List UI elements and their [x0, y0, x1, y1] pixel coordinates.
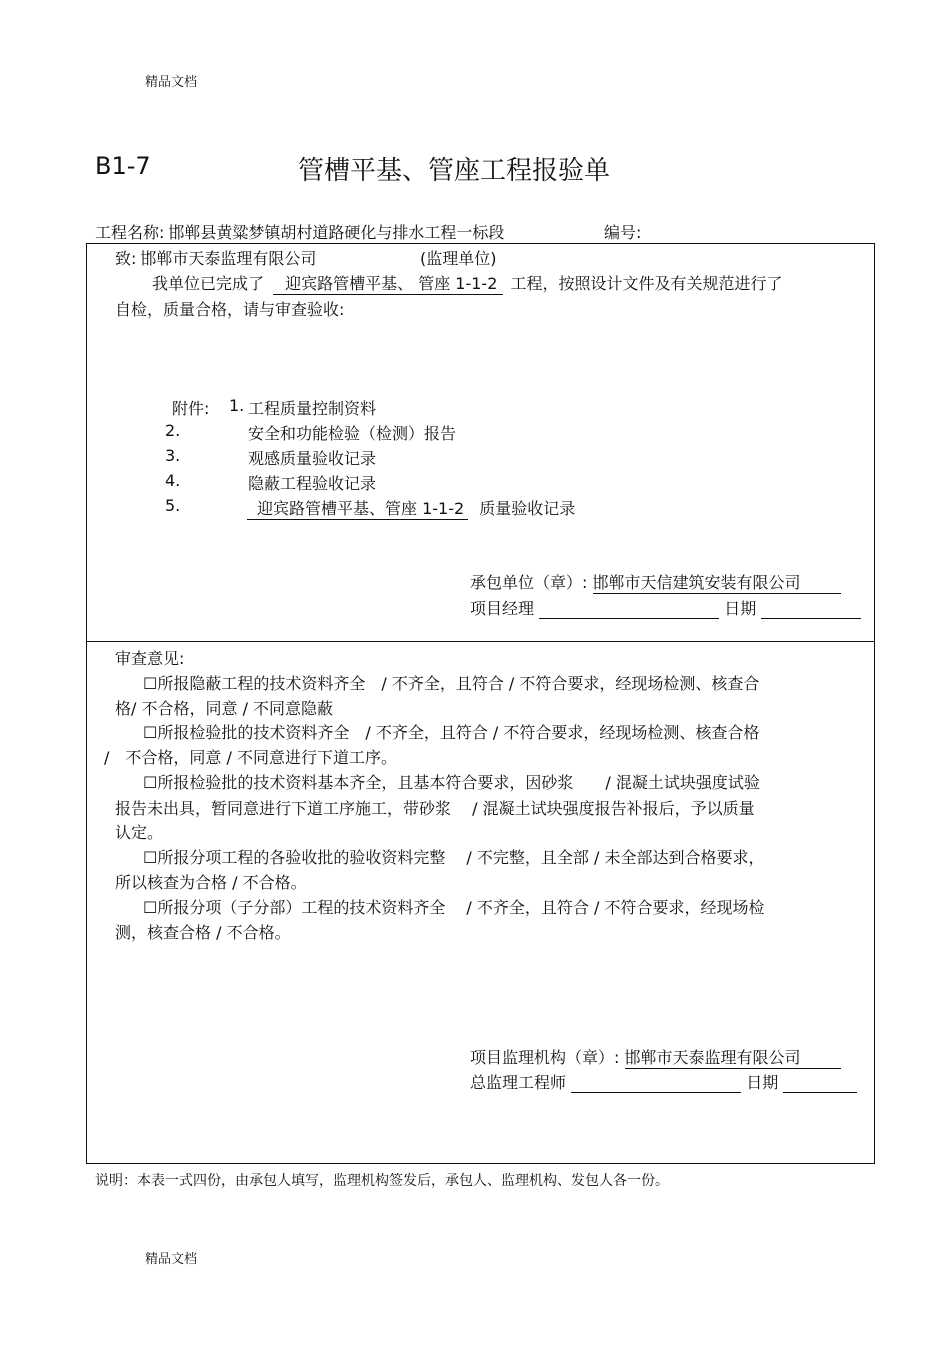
- attachment-text-5: 迎宾路管槽平基、管座 1-1-2: [247, 496, 468, 520]
- chief-signature-line: [571, 1074, 741, 1093]
- attachment-num-2: 2.: [165, 421, 181, 440]
- work-item: 迎宾路管槽平基、 管座 1-1-2: [273, 271, 503, 295]
- pm-row: [470, 596, 861, 619]
- chief-label: 总监理工程师: [470, 1073, 567, 1092]
- header-mark: 精品文档: [145, 75, 198, 90]
- attachment-suffix-5: 质量验收记录: [479, 499, 576, 518]
- contractor-row: [470, 570, 841, 594]
- review-line-2: 格/ 不合格，同意 / 不同意隐蔽: [115, 699, 334, 718]
- attachment-num-3: 3.: [165, 446, 181, 465]
- attachment-num-4: 4.: [165, 471, 181, 490]
- contractor-name: 邯郸市天信建筑安装有限公司: [593, 570, 841, 594]
- review-line-7: 认定。: [115, 823, 164, 842]
- review-line-6: 报告未出具，暂同意进行下道工序施工，带砂浆 / 混凝土试块强度报告补报后，予以质量: [115, 799, 755, 818]
- chief-date-label: 日期: [746, 1073, 779, 1092]
- chief-date-line: [783, 1074, 857, 1093]
- project-label: 工程名称:: [95, 223, 165, 242]
- supervisor-name: 邯郸市天泰监理有限公司: [625, 1045, 841, 1069]
- attachment-label: 附件:: [172, 399, 210, 418]
- pm-signature-line: [539, 600, 719, 619]
- attachment-num-5: 5.: [165, 496, 181, 515]
- to-label: 致:: [115, 249, 137, 268]
- supervisor-label: 项目监理机构（章）:: [470, 1048, 620, 1067]
- addressee-row: [115, 246, 316, 269]
- attachment-text-2: 安全和功能检验（检测）报告: [248, 424, 457, 443]
- attachment-text-3: 观感质量验收记录: [248, 449, 377, 468]
- review-title: 审查意见:: [115, 649, 185, 668]
- attachment-5-row: [247, 496, 575, 520]
- review-line-9: 所以核查为合格 / 不合格。: [115, 873, 307, 892]
- project-name: 邯郸县黄粱梦镇胡村道路硬化与排水工程一标段: [168, 223, 505, 242]
- pm-date-line: [761, 600, 861, 619]
- attachment-text-4: 隐蔽工程验收记录: [248, 474, 377, 493]
- review-line-10: ☐所报分项（子分部）工程的技术资料齐全 / 不齐全，且符合 / 不符合要求，经现场检: [143, 898, 765, 917]
- intro-suffix: 工程，按照设计文件及有关规范进行了: [510, 274, 783, 293]
- review-line-11: 测，核查合格 / 不合格。: [115, 923, 291, 942]
- pm-label: 项目经理: [470, 599, 535, 618]
- review-line-8: ☐所报分项工程的各验收批的验收资料完整 / 不完整，且全部 / 未全部达到合格要求，: [143, 848, 765, 867]
- review-line-4: / 不合格，同意 / 不同意进行下道工序。: [104, 748, 397, 767]
- form-title: 管槽平基、管座工程报验单: [298, 156, 611, 186]
- number-label: 编号:: [604, 223, 642, 242]
- attachment-text-1: 工程质量控制资料: [248, 399, 377, 418]
- footer-mark: 精品文档: [145, 1252, 198, 1267]
- review-line-1: ☐所报隐蔽工程的技术资料齐全 / 不齐全，且符合 / 不符合要求，经现场检测、核查合: [143, 674, 760, 693]
- attachment-num-1: 1.: [229, 396, 245, 415]
- review-line-5: ☐所报检验批的技术资料基本齐全，且基本符合要求，因砂浆 / 混凝土试块强度试验: [143, 773, 760, 792]
- pm-date-label: 日期: [724, 599, 757, 618]
- intro-prefix: 我单位已完成了: [152, 274, 265, 293]
- intro-line-1: [152, 271, 782, 295]
- supervisor-row: [470, 1045, 841, 1069]
- review-line-3: ☐所报检验批的技术资料齐全 / 不齐全，且符合 / 不符合要求，经现场检测、核查合格: [143, 723, 760, 742]
- to-role: (监理单位): [420, 249, 497, 268]
- chief-row: [470, 1070, 857, 1093]
- footnote: 说明：本表一式四份，由承包人填写，监理机构签发后，承包人、监理机构、发包人各一份。: [95, 1173, 669, 1189]
- contractor-label: 承包单位（章）:: [470, 573, 588, 592]
- section-divider: [86, 641, 875, 642]
- intro-line-2: 自检，质量合格，请与审查验收:: [115, 300, 345, 319]
- project-row: [95, 220, 504, 243]
- form-code: B1-7: [95, 152, 151, 180]
- to-name: 邯郸市天泰监理有限公司: [140, 249, 317, 268]
